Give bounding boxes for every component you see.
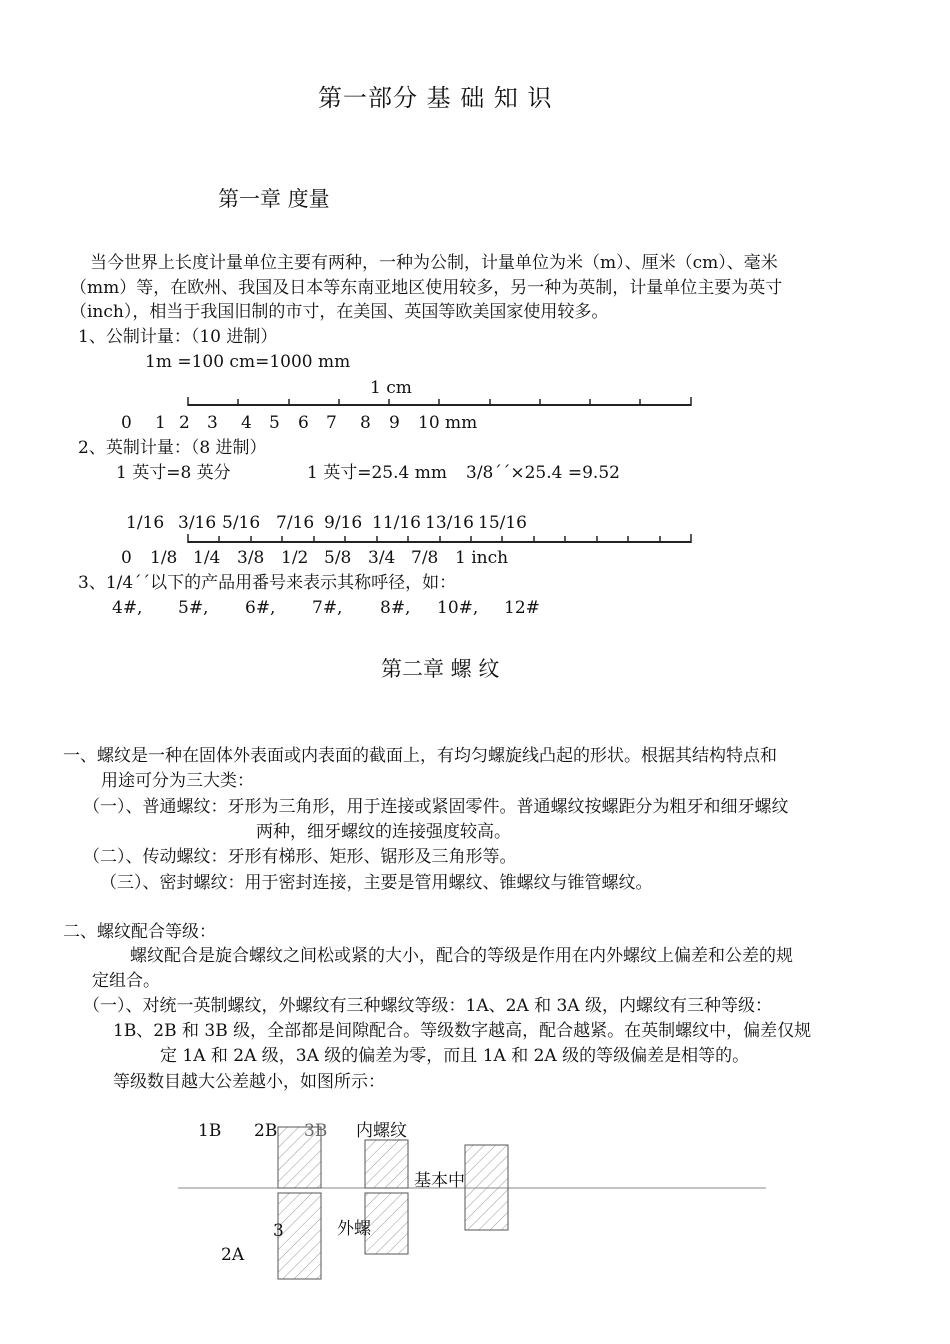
- threads-p1-line2: 用途可分为三大类：: [101, 771, 254, 791]
- intro-line-1: 当今世界上长度计量单位主要有两种，一种为公制，计量单位为米（m）、厘米（cm）、毫米: [90, 253, 778, 273]
- metric-scale-2: 2: [179, 413, 190, 433]
- metric-ruler-label: 1 cm: [370, 378, 412, 398]
- fit-sub-line3: 定 1A 和 2A 级，3A 级的偏差为零，而且 1A 和 2A 级的等级偏差是相等的。: [160, 1046, 750, 1066]
- intro-line-2: （mm）等，在欧州、我国及日本等东南亚地区使用较多，另一种为英制，计量单位主要为英寸: [70, 278, 783, 298]
- imperial-top-scale-1: 3/16: [178, 513, 217, 533]
- number-item-0: 4#,: [112, 598, 143, 618]
- metric-scale-6: 6: [298, 413, 309, 433]
- tolerance-box-basic: [465, 1145, 508, 1230]
- fit-sub-line1: （一）、对统一英制螺纹，外螺纹有三种螺纹等级：1A、2A 和 3A 级，内螺纹有三种等级：: [83, 996, 772, 1016]
- chapter2-title: 第二章 螺 纹: [381, 657, 500, 681]
- number-item-5: 10#,: [437, 598, 479, 618]
- number-item-6: 12#: [504, 598, 540, 618]
- threads-type1-line1: （一）、普通螺纹：牙形为三角形，用于连接或紧固零件。普通螺纹按螺距分为粗牙和细牙螺纹: [83, 797, 789, 817]
- tolerance-diagram: [178, 1127, 766, 1279]
- fit-sub-line4: 等级数目越大公差越小，如图所示：: [113, 1072, 385, 1092]
- imperial-top-scale-4: 9/16: [324, 513, 363, 533]
- imperial-top-scale-2: 5/16: [222, 513, 261, 533]
- tolerance-box-2a: [278, 1193, 321, 1279]
- imperial-bottom-scale-6: 3/4: [368, 548, 396, 568]
- imperial-bottom-scale-5: 5/8: [324, 548, 352, 568]
- diagram-label-2a: 2A: [221, 1245, 245, 1265]
- imperial-top-scale-5: 11/16: [372, 513, 421, 533]
- threads-p1-line1: 一、螺纹是一种在固体外表面或内表面的截面上，有均匀螺旋线凸起的形状。根据其结构特点和: [63, 746, 777, 766]
- fit-heading: 二、螺纹配合等级：: [63, 922, 216, 942]
- metric-ruler: [188, 397, 691, 406]
- metric-scale-4: 4: [241, 413, 252, 433]
- number-item-4: 8#,: [380, 598, 411, 618]
- threads-type1-line2: 两种，细牙螺纹的连接强度较高。: [256, 822, 511, 842]
- metric-heading: 1、公制计量：（10 进制）: [78, 327, 278, 347]
- imperial-bottom-scale-4: 1/2: [281, 548, 309, 568]
- numbers-heading: 3、1/4´´以下的产品用番号来表示其称呼径，如：: [78, 573, 457, 593]
- number-item-2: 6#,: [245, 598, 276, 618]
- imperial-eq-3: 3/8´´×25.4 =9.52: [466, 463, 620, 483]
- fit-sub-line2: 1B、2B 和 3B 级，全部都是间隙配合。等级数字越高，配合越紧。在英制螺纹中，偏差仅规: [113, 1021, 812, 1041]
- chapter1-title: 第一章 度量: [218, 187, 330, 211]
- metric-scale-5: 5: [269, 413, 280, 433]
- intro-line-3: （inch），相当于我国旧制的市寸，在美国、英国等欧美国家使用较多。: [70, 302, 609, 322]
- metric-scale-8: 8: [360, 413, 371, 433]
- threads-type3: （三）、密封螺纹：用于密封连接，主要是管用螺纹、锥螺纹与锥管螺纹。: [100, 873, 653, 893]
- imperial-bottom-scale-7: 7/8: [411, 548, 439, 568]
- imperial-bottom-scale-2: 1/4: [193, 548, 221, 568]
- imperial-eq-2: 1 英寸=25.4 mm: [307, 463, 447, 483]
- metric-conversion: 1m =100 cm=1000 mm: [145, 352, 351, 372]
- metric-scale-1: 1: [155, 413, 166, 433]
- imperial-bottom-scale-3: 3/8: [237, 548, 265, 568]
- fit-p-line1: 螺纹配合是旋合螺纹之间松或紧的大小，配合的等级是作用在内外螺纹上偏差和公差的规: [130, 946, 793, 966]
- imperial-top-scale-7: 15/16: [478, 513, 527, 533]
- imperial-ruler: [188, 534, 691, 543]
- threads-type2: （二）、传动螺纹：牙形有梯形、矩形、锯形及三角形等。: [83, 847, 517, 867]
- imperial-bottom-scale-0: 0: [121, 548, 132, 568]
- metric-scale-3: 3: [207, 413, 218, 433]
- imperial-heading: 2、英制计量：（8 进制）: [78, 438, 267, 458]
- imperial-bottom-scale-1: 1/8: [150, 548, 178, 568]
- number-item-3: 7#,: [312, 598, 343, 618]
- metric-scale-9: 9: [389, 413, 400, 433]
- part-title: 第一部分 基 础 知 识: [318, 84, 553, 112]
- diagram-label-external: 外螺: [337, 1219, 371, 1239]
- diagram-label-internal: 内螺纹: [356, 1121, 407, 1141]
- diagram-label-2b: 2B: [254, 1121, 278, 1141]
- diagram-label-3b: 3B: [304, 1121, 328, 1141]
- metric-scale-10: 10 mm: [418, 413, 478, 433]
- fit-p-line2: 定组合。: [92, 971, 160, 991]
- metric-scale-7: 7: [326, 413, 337, 433]
- imperial-top-scale-6: 13/16: [425, 513, 474, 533]
- number-item-1: 5#,: [178, 598, 209, 618]
- tolerance-box-3b: [365, 1140, 408, 1188]
- imperial-eq-1: 1 英寸=8 英分: [116, 463, 231, 483]
- tolerance-box-3a: [365, 1193, 408, 1254]
- imperial-top-scale-3: 7/16: [276, 513, 315, 533]
- diagram-label-1b: 1B: [198, 1121, 222, 1141]
- imperial-bottom-scale-8: 1 inch: [455, 548, 509, 568]
- imperial-top-scale-0: 1/16: [126, 513, 165, 533]
- diagram-label-basic: 基本中: [414, 1171, 465, 1191]
- metric-scale-0: 0: [121, 413, 132, 433]
- diagram-label-3a: 3: [273, 1221, 284, 1241]
